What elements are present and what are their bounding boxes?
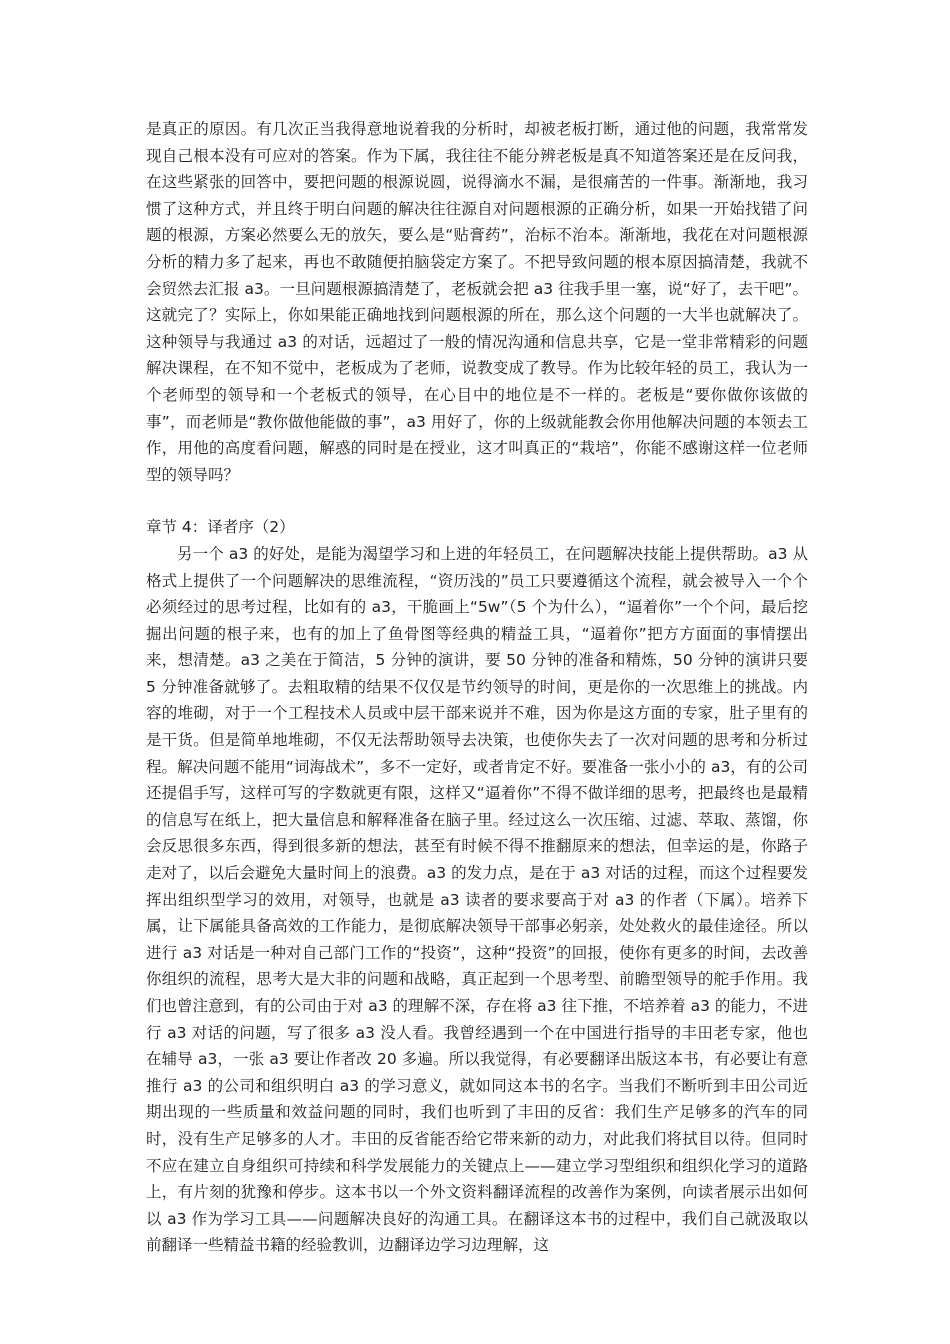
document-body (146, 116, 808, 1259)
section-heading: 章节 4：译者序（2） (146, 518, 295, 537)
paragraph-2: 另一个 a3 的好处，是能为渴望学习和上进的年轻员工，在问题解决技能上提供帮助。a3 从格式上提供了一个问题解决的思维流程，“资历浅的”员工只要遵循这个流程，就会被导入一个个必须经过的思考过程，比如有的 a3，干脆画上“5w”（5 个为什么），“逼着你”一个个问，最后挖掘出问题的根子来，也有的加上了鱼骨图等经典的精益工具，“逼着你”把方方面面的事情摆出来，想清楚。a3 之美在于简洁，5 分钟的演讲，要 50 分钟的准备和精炼，50 分钟的演讲只要 5 分钟准备就够了。去粗取精的结果不仅仅是节约领导的时间，更是你的一次思维上的挑战。内容的堆砌，对于一个工程技术人员或中层干部来说并不难，因为你是这方面的专家，肚子里有的是干货。但是简单地堆砌，不仅无法帮助领导去决策，也使你失去了一次对问题的思考和分析过程。解决问题不能用“词海战术”，多不一定好，或者肯定不好。要准备一张小小的 a3，有的公司还提倡手写，这样可写的字数就更有限，这样又“逼着你”不得不做详细的思考，把最终也是最精的信息写在纸上，把大量信息和解释准备在脑子里。经过这么一次压缩、过滤、萃取、蒸馏，你会反思很多东西，得到很多新的想法，甚至有时候不得不推翻原来的想法，但幸运的是，你路子走对了，以后会避免大量时间上的浪费。a3 的发力点，是在于 a3 对话的过程，而这个过程要发挥出组织型学习的效用，对领导，也就是 a3 读者的要求要高于对 a3 的作者（下属）。培养下属，让下属能具备高效的工作能力，是彻底解决领导干部事必躬亲，处处救火的最佳途径。所以进行 a3 对话是一种对自己部门工作的“投资”，这种“投资”的回报，使你有更多的时间，去改善你组织的流程，思考大是大非的问题和战略，真正起到一个思考型、前瞻型领导的舵手作用。我们也曾注意到，有的公司由于对 a3 的理解不深，存在将 a3 往下推，不培养着 a3 的能力，不进行 a3 对话的问题，写了很多 a3 没人看。我曾经遇到一个在中国进行指导的丰田老专家，他也在辅导 a3，一张 a3 要让作者改 20 多遍。所以我觉得，有必要翻译出版这本书，有必要让有意推行 a3 的公司和组织明白 a3 的学习意义，就如同这本书的名字。当我们不断听到丰田公司近期出现的一些质量和效益问题的同时，我们也听到了丰田的反省：我们生产足够多的汽车的同时，没有生产足够多的人才。丰田的反省能否给它带来新的动力，对此我们将拭目以待。但同时不应在建立自身组织可持续和科学发展能力的关键点上——建立学习型组织和组织化学习的道路上，有片刻的犹豫和停步。这本书以一个外文资料翻译流程的改善作为案例，向读者展示出如何以 a3 作为学习工具——问题解决良好的沟通工具。在翻译这本书的过程中，我们自己就汲取以前翻译一些精益书籍的经验教训，边翻译边学习边理解，这 (146, 544, 808, 1255)
paragraph-1: 是真正的原因。有几次正当我得意地说着我的分析时，却被老板打断，通过他的问题，我常常发现自己根本没有可应对的答案。作为下属，我往往不能分辨老板是真不知道答案还是在反问我，在这些紧张的回答中，要把问题的根源说圆，说得滴水不漏，是很痛苦的一件事。渐渐地，我习惯了这种方式，并且终于明白问题的解决往往源自对问题根源的正确分析，如果一开始找错了问题的根源，方案必然要么无的放矢，要么是“贴膏药”，治标不治本。渐渐地，我花在对问题根源分析的精力多了起来，再也不敢随便拍脑袋定方案了。不把导致问题的根本原因搞清楚，我就不会贸然去汇报 a3。一旦问题根源搞清楚了，老板就会把 a3 往我手里一塞，说“好了，去干吧”。这就完了？实际上，你如果能正确地找到问题根源的所在，那么这个问题的一大半也就解决了。这种领导与我通过 a3 的对话，远超过了一般的情况沟通和信息共享，它是一堂非常精彩的问题解决课程，在不知不觉中，老板成为了老师，说教变成了教导。作为比较年轻的员工，我认为一个老师型的领导和一个老板式的领导，在心目中的地位是不一样的。老板是“要你做你该做的事”，而老师是“教你做他能做的事”，a3 用好了，你的上级就能教会你用他解决问题的本领去工作，用他的高度看问题，解惑的同时是在授业，这才叫真正的“栽培”，你能不感谢这样一位老师型的领导吗？ (146, 120, 808, 484)
